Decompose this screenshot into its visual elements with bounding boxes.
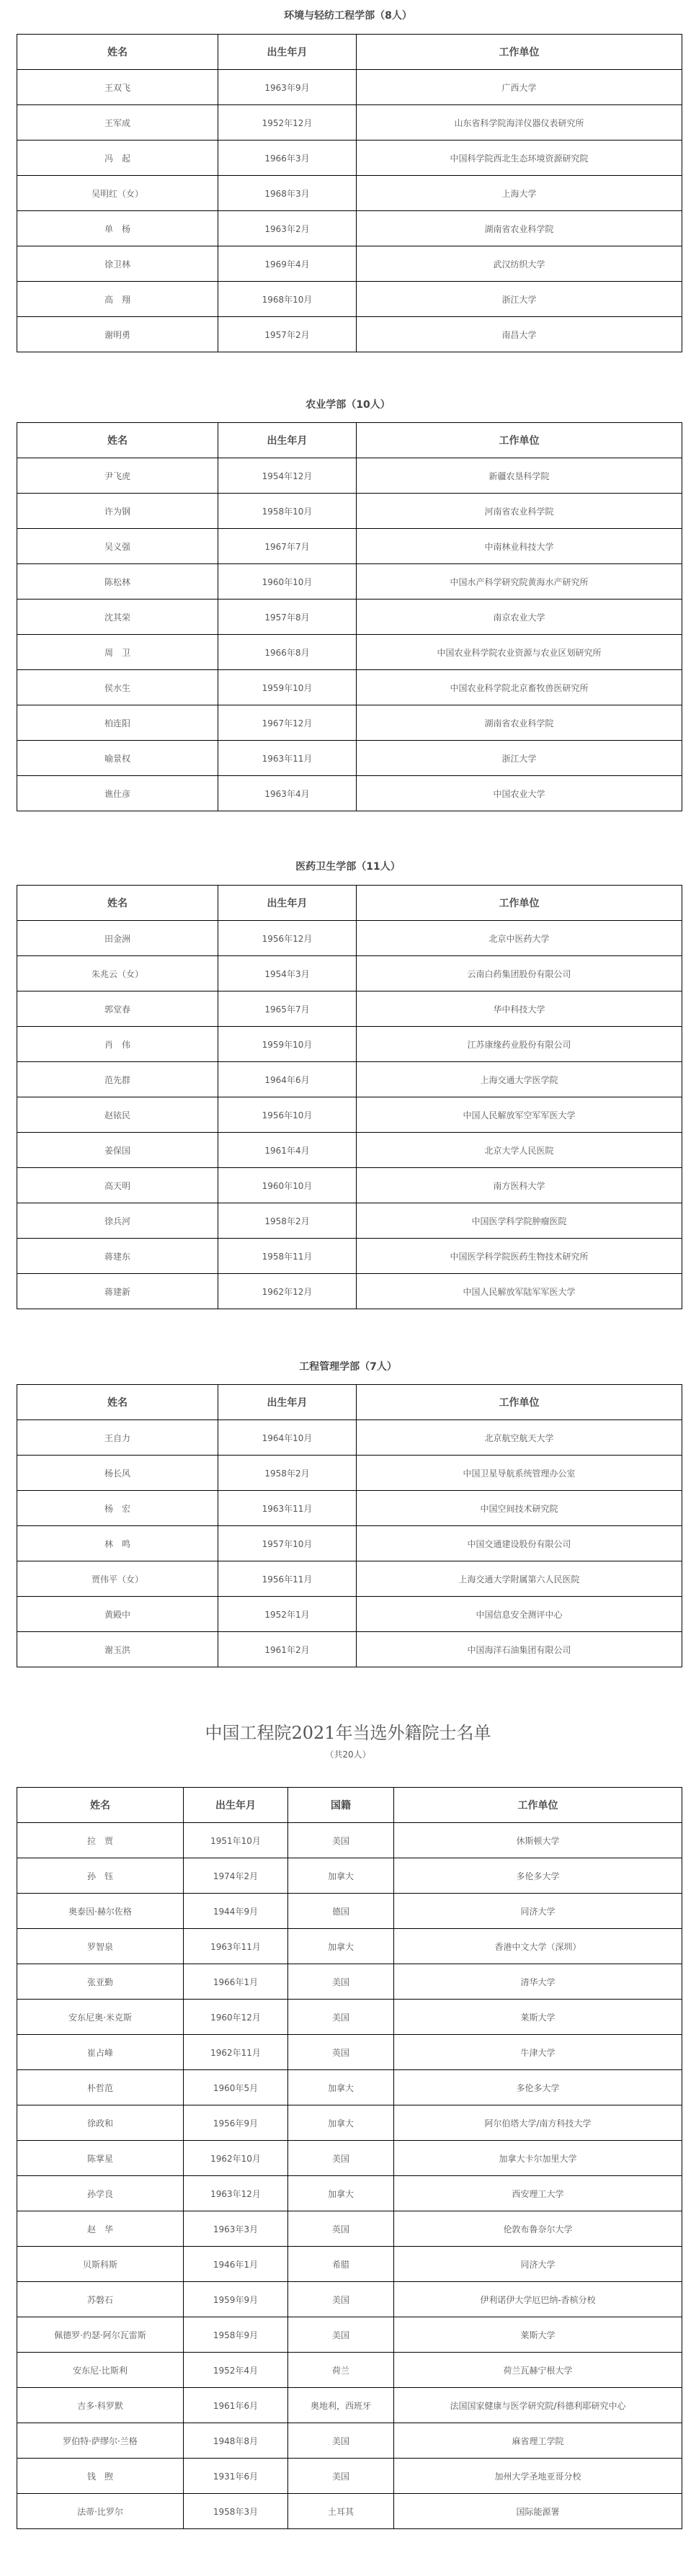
section-title-environment: 环境与轻纺工程学部（8人） (284, 10, 412, 22)
cell-nationality: 加拿大 (288, 2105, 394, 2141)
column-header-birth: 出生年月 (218, 886, 357, 921)
table-row (17, 1097, 682, 1133)
table-row (17, 1858, 682, 1894)
cell-birth: 1966年8月 (218, 635, 357, 670)
cell-birth: 1967年12月 (218, 705, 357, 741)
table-row (17, 1239, 682, 1274)
cell-employer: 山东省科学院海洋仪器仪表研究所 (357, 105, 682, 141)
table-row (17, 2317, 682, 2353)
cell-birth: 1963年11月 (184, 1929, 288, 1964)
table-row (17, 2176, 682, 2211)
table-row (17, 670, 682, 705)
cell-name: 黄殿中 (17, 1597, 218, 1632)
cell-nationality: 美国 (288, 2423, 394, 2459)
cell-nationality: 美国 (288, 2000, 394, 2035)
cell-name: 范先群 (17, 1062, 218, 1097)
cell-employer: 牛津大学 (394, 2035, 682, 2070)
cell-birth: 1958年9月 (184, 2317, 288, 2353)
cell-nationality: 荷兰 (288, 2353, 394, 2388)
cell-name: 徐兵河 (17, 1203, 218, 1239)
cell-employer: 中国水产科学研究院黄海水产研究所 (357, 564, 682, 600)
table-row (17, 1526, 682, 1561)
table-row (17, 494, 682, 529)
cell-nationality: 美国 (288, 2282, 394, 2317)
table-row (17, 2423, 682, 2459)
cell-name: 朴哲范 (17, 2070, 184, 2105)
table-row (17, 1894, 682, 1929)
cell-employer: 中国卫星导航系统管理办公室 (357, 1456, 682, 1491)
cell-employer: 莱斯大学 (394, 2317, 682, 2353)
cell-name: 周 卫 (17, 635, 218, 670)
cell-name: 谢玉洪 (17, 1632, 218, 1667)
cell-birth: 1944年9月 (184, 1894, 288, 1929)
cell-employer: 武汉纺织大学 (357, 246, 682, 282)
column-header-employer: 工作单位 (357, 423, 682, 458)
cell-employer: 法国国家健康与医学研究院/科德利耶研究中心 (394, 2388, 682, 2423)
table-row (17, 458, 682, 494)
cell-nationality: 奥地利，西班牙 (288, 2388, 394, 2423)
column-header-birth: 出生年月 (184, 1788, 288, 1823)
table-row (17, 1027, 682, 1062)
table-row (17, 70, 682, 105)
cell-name: 赵 华 (17, 2211, 184, 2247)
cell-birth: 1969年4月 (218, 246, 357, 282)
cell-nationality: 德国 (288, 1894, 394, 1929)
roster-table-environment (17, 34, 682, 352)
cell-birth: 1954年12月 (218, 458, 357, 494)
cell-name: 蒋建东 (17, 1239, 218, 1274)
cell-birth: 1963年11月 (218, 1491, 357, 1526)
column-header-name: 姓名 (17, 423, 218, 458)
cell-name: 郭堂春 (17, 991, 218, 1027)
section-title-agriculture: 农业学部（10人） (305, 399, 391, 411)
cell-birth: 1931年6月 (184, 2459, 288, 2494)
cell-birth: 1960年10月 (218, 564, 357, 600)
cell-birth: 1957年10月 (218, 1526, 357, 1561)
cell-name: 侯水生 (17, 670, 218, 705)
cell-nationality: 美国 (288, 2459, 394, 2494)
cell-birth: 1958年10月 (218, 494, 357, 529)
table-row (17, 1274, 682, 1309)
cell-nationality: 美国 (288, 1964, 394, 2000)
table-row (17, 2247, 682, 2282)
table-row (17, 141, 682, 176)
roster-table-agriculture (17, 422, 682, 811)
cell-employer: 南方医科大学 (357, 1168, 682, 1203)
column-header-employer: 工作单位 (357, 1385, 682, 1420)
table-row (17, 921, 682, 956)
table-row (17, 2494, 682, 2529)
table-row (17, 1561, 682, 1597)
foreign-list-title: 中国工程院2021年当选外籍院士名单 (205, 1723, 491, 1743)
cell-employer: 香港中文大学（深圳） (394, 1929, 682, 1964)
cell-nationality: 土耳其 (288, 2494, 394, 2529)
cell-nationality: 美国 (288, 2141, 394, 2176)
cell-employer: 浙江大学 (357, 282, 682, 317)
cell-birth: 1961年4月 (218, 1133, 357, 1168)
table-row (17, 600, 682, 635)
cell-nationality: 美国 (288, 2317, 394, 2353)
cell-birth: 1962年10月 (184, 2141, 288, 2176)
cell-name: 吴义强 (17, 529, 218, 564)
cell-birth: 1974年2月 (184, 1858, 288, 1894)
table-row (17, 991, 682, 1027)
roster-table-medicine (17, 885, 682, 1309)
table-row (17, 2141, 682, 2176)
cell-name: 王自力 (17, 1420, 218, 1456)
cell-name: 吴明红（女） (17, 176, 218, 211)
cell-name: 柏连阳 (17, 705, 218, 741)
cell-employer: 广西大学 (357, 70, 682, 105)
cell-employer: 中南林业科技大学 (357, 529, 682, 564)
section-title-engineering-management: 工程管理学部（7人） (299, 1361, 397, 1373)
table-header-row (17, 1385, 682, 1420)
cell-employer: 休斯顿大学 (394, 1823, 682, 1858)
cell-employer: 中国交通建设股份有限公司 (357, 1526, 682, 1561)
cell-birth: 1952年4月 (184, 2353, 288, 2388)
cell-birth: 1961年2月 (218, 1632, 357, 1667)
cell-birth: 1956年12月 (218, 921, 357, 956)
cell-birth: 1968年10月 (218, 282, 357, 317)
cell-employer: 中国农业科学院北京畜牧兽医研究所 (357, 670, 682, 705)
cell-employer: 中国农业科学院农业资源与农业区划研究所 (357, 635, 682, 670)
cell-birth: 1963年11月 (218, 741, 357, 776)
table-row (17, 776, 682, 811)
cell-name: 贾伟平（女） (17, 1561, 218, 1597)
cell-name: 杨 宏 (17, 1491, 218, 1526)
cell-birth: 1964年6月 (218, 1062, 357, 1097)
cell-employer: 浙江大学 (357, 741, 682, 776)
cell-employer: 中国海洋石油集团有限公司 (357, 1632, 682, 1667)
cell-employer: 华中科技大学 (357, 991, 682, 1027)
table-row (17, 2353, 682, 2388)
cell-name: 姜保国 (17, 1133, 218, 1168)
cell-nationality: 加拿大 (288, 1929, 394, 1964)
column-header-employer: 工作单位 (357, 886, 682, 921)
cell-name: 孙学良 (17, 2176, 184, 2211)
cell-birth: 1966年3月 (218, 141, 357, 176)
cell-name: 高天明 (17, 1168, 218, 1203)
cell-birth: 1963年2月 (218, 211, 357, 246)
cell-name: 王军成 (17, 105, 218, 141)
cell-employer: 云南白药集团股份有限公司 (357, 956, 682, 991)
cell-employer: 阿尔伯塔大学/南方科技大学 (394, 2105, 682, 2141)
table-row (17, 1597, 682, 1632)
cell-employer: 中国空间技术研究院 (357, 1491, 682, 1526)
cell-employer: 荷兰瓦赫宁根大学 (394, 2353, 682, 2388)
table-row (17, 741, 682, 776)
cell-birth: 1958年2月 (218, 1456, 357, 1491)
table-row (17, 1168, 682, 1203)
table-row (17, 1823, 682, 1858)
cell-birth: 1959年9月 (184, 2282, 288, 2317)
cell-name: 钱 煦 (17, 2459, 184, 2494)
cell-nationality: 英国 (288, 2211, 394, 2247)
table-header-row (17, 886, 682, 921)
cell-employer: 加州大学圣地亚哥分校 (394, 2459, 682, 2494)
roster-table-foreign (17, 1787, 682, 2529)
column-header-name: 姓名 (17, 1385, 218, 1420)
cell-name: 法蒂·比罗尔 (17, 2494, 184, 2529)
table-row (17, 1456, 682, 1491)
table-row (17, 564, 682, 600)
cell-birth: 1959年10月 (218, 1027, 357, 1062)
table-header-row (17, 1788, 682, 1823)
foreign-list-count: （共20人） (325, 1750, 371, 1760)
column-header-birth: 出生年月 (218, 35, 357, 70)
cell-birth: 1956年9月 (184, 2105, 288, 2141)
column-header-birth: 出生年月 (218, 423, 357, 458)
column-header-name: 姓名 (17, 886, 218, 921)
cell-employer: 中国医学科学院医药生物技术研究所 (357, 1239, 682, 1274)
table-row (17, 211, 682, 246)
table-row (17, 2105, 682, 2141)
table-row (17, 105, 682, 141)
cell-name: 赵铱民 (17, 1097, 218, 1133)
cell-employer: 中国信息安全测评中心 (357, 1597, 682, 1632)
cell-nationality: 美国 (288, 1823, 394, 1858)
cell-birth: 1962年12月 (218, 1274, 357, 1309)
cell-employer: 湖南省农业科学院 (357, 705, 682, 741)
cell-name: 林 鸣 (17, 1526, 218, 1561)
cell-employer: 上海交通大学医学院 (357, 1062, 682, 1097)
table-row (17, 2459, 682, 2494)
table-row (17, 317, 682, 352)
cell-name: 张亚勤 (17, 1964, 184, 2000)
table-row (17, 2000, 682, 2035)
cell-name: 喻景权 (17, 741, 218, 776)
cell-employer: 南昌大学 (357, 317, 682, 352)
cell-birth: 1946年1月 (184, 2247, 288, 2282)
table-row (17, 246, 682, 282)
cell-birth: 1968年3月 (218, 176, 357, 211)
column-header-name: 姓名 (17, 35, 218, 70)
cell-name: 苏磐石 (17, 2282, 184, 2317)
column-header-birth: 出生年月 (218, 1385, 357, 1420)
cell-birth: 1962年11月 (184, 2035, 288, 2070)
cell-name: 陈松林 (17, 564, 218, 600)
column-header-nationality: 国籍 (288, 1788, 394, 1823)
table-row (17, 1632, 682, 1667)
cell-name: 冯 起 (17, 141, 218, 176)
cell-employer: 同济大学 (394, 1894, 682, 1929)
cell-birth: 1958年11月 (218, 1239, 357, 1274)
cell-employer: 伦敦布鲁奈尔大学 (394, 2211, 682, 2247)
table-row (17, 1203, 682, 1239)
cell-employer: 上海大学 (357, 176, 682, 211)
cell-nationality: 希腊 (288, 2247, 394, 2282)
cell-name: 贝斯科斯 (17, 2247, 184, 2282)
table-row (17, 2035, 682, 2070)
table-row (17, 2070, 682, 2105)
table-row (17, 1964, 682, 2000)
cell-name: 沈其荣 (17, 600, 218, 635)
roster-table-engineering-management (17, 1384, 682, 1667)
cell-birth: 1966年1月 (184, 1964, 288, 2000)
cell-employer: 中国人民解放军空军军医大学 (357, 1097, 682, 1133)
cell-birth: 1958年3月 (184, 2494, 288, 2529)
table-row (17, 1420, 682, 1456)
cell-employer: 中国医学科学院肿瘤医院 (357, 1203, 682, 1239)
cell-birth: 1956年11月 (218, 1561, 357, 1597)
cell-name: 肖 伟 (17, 1027, 218, 1062)
cell-name: 罗智泉 (17, 1929, 184, 1964)
cell-birth: 1963年3月 (184, 2211, 288, 2247)
table-row (17, 705, 682, 741)
cell-birth: 1960年12月 (184, 2000, 288, 2035)
cell-birth: 1963年9月 (218, 70, 357, 105)
cell-nationality: 加拿大 (288, 1858, 394, 1894)
table-row (17, 1929, 682, 1964)
cell-name: 奥泰因·赫尔佐格 (17, 1894, 184, 1929)
cell-name: 杨长风 (17, 1456, 218, 1491)
cell-name: 陈掌星 (17, 2141, 184, 2176)
cell-name: 谢明勇 (17, 317, 218, 352)
cell-employer: 上海交通大学附属第六人民医院 (357, 1561, 682, 1597)
cell-name: 高 翔 (17, 282, 218, 317)
cell-birth: 1967年7月 (218, 529, 357, 564)
cell-name: 安东尼·比斯利 (17, 2353, 184, 2388)
cell-employer: 同济大学 (394, 2247, 682, 2282)
section-title-medicine: 医药卫生学部（11人） (295, 861, 401, 873)
cell-name: 蒋建新 (17, 1274, 218, 1309)
cell-birth: 1956年10月 (218, 1097, 357, 1133)
table-row (17, 1491, 682, 1526)
column-header-employer: 工作单位 (357, 35, 682, 70)
cell-birth: 1964年10月 (218, 1420, 357, 1456)
table-row (17, 2388, 682, 2423)
cell-employer: 北京大学人民医院 (357, 1133, 682, 1168)
cell-employer: 多伦多大学 (394, 2070, 682, 2105)
table-row (17, 2211, 682, 2247)
table-row (17, 2282, 682, 2317)
cell-birth: 1965年7月 (218, 991, 357, 1027)
cell-name: 吉多·科罗默 (17, 2388, 184, 2423)
cell-employer: 加拿大卡尔加里大学 (394, 2141, 682, 2176)
cell-name: 王双飞 (17, 70, 218, 105)
cell-birth: 1958年2月 (218, 1203, 357, 1239)
cell-name: 谯仕彦 (17, 776, 218, 811)
cell-name: 尹飞虎 (17, 458, 218, 494)
cell-name: 许为钢 (17, 494, 218, 529)
cell-name: 佩德罗·约瑟·阿尔瓦雷斯 (17, 2317, 184, 2353)
cell-employer: 新疆农垦科学院 (357, 458, 682, 494)
cell-employer: 多伦多大学 (394, 1858, 682, 1894)
cell-employer: 中国农业大学 (357, 776, 682, 811)
cell-name: 拉 贾 (17, 1823, 184, 1858)
cell-name: 徐政和 (17, 2105, 184, 2141)
cell-birth: 1952年12月 (218, 105, 357, 141)
cell-employer: 莱斯大学 (394, 2000, 682, 2035)
cell-birth: 1957年2月 (218, 317, 357, 352)
cell-birth: 1951年10月 (184, 1823, 288, 1858)
cell-nationality: 加拿大 (288, 2176, 394, 2211)
cell-employer: 北京航空航天大学 (357, 1420, 682, 1456)
cell-birth: 1954年3月 (218, 956, 357, 991)
table-header-row (17, 423, 682, 458)
cell-employer: 伊利诺伊大学厄巴纳-香槟分校 (394, 2282, 682, 2317)
table-row (17, 529, 682, 564)
table-row (17, 282, 682, 317)
cell-nationality: 加拿大 (288, 2070, 394, 2105)
cell-birth: 1963年4月 (218, 776, 357, 811)
table-row (17, 176, 682, 211)
cell-name: 单 杨 (17, 211, 218, 246)
cell-name: 朱兆云（女） (17, 956, 218, 991)
cell-birth: 1948年8月 (184, 2423, 288, 2459)
cell-nationality: 英国 (288, 2035, 394, 2070)
table-row (17, 635, 682, 670)
cell-birth: 1959年10月 (218, 670, 357, 705)
cell-employer: 南京农业大学 (357, 600, 682, 635)
cell-name: 田金洲 (17, 921, 218, 956)
cell-employer: 麻省理工学院 (394, 2423, 682, 2459)
cell-birth: 1961年6月 (184, 2388, 288, 2423)
cell-employer: 中国科学院西北生态环境资源研究院 (357, 141, 682, 176)
cell-birth: 1952年1月 (218, 1597, 357, 1632)
cell-birth: 1960年10月 (218, 1168, 357, 1203)
column-header-name: 姓名 (17, 1788, 184, 1823)
cell-name: 崔占峰 (17, 2035, 184, 2070)
cell-name: 罗伯特·萨缪尔·兰格 (17, 2423, 184, 2459)
cell-birth: 1960年5月 (184, 2070, 288, 2105)
cell-employer: 清华大学 (394, 1964, 682, 2000)
cell-employer: 江苏康缘药业股份有限公司 (357, 1027, 682, 1062)
cell-birth: 1957年8月 (218, 600, 357, 635)
cell-employer: 河南省农业科学院 (357, 494, 682, 529)
table-header-row (17, 35, 682, 70)
cell-name: 安东尼奥·米克斯 (17, 2000, 184, 2035)
column-header-employer: 工作单位 (394, 1788, 682, 1823)
cell-name: 孙 钰 (17, 1858, 184, 1894)
cell-employer: 国际能源署 (394, 2494, 682, 2529)
cell-employer: 中国人民解放军陆军军医大学 (357, 1274, 682, 1309)
cell-birth: 1963年12月 (184, 2176, 288, 2211)
table-row (17, 956, 682, 991)
cell-employer: 湖南省农业科学院 (357, 211, 682, 246)
cell-name: 徐卫林 (17, 246, 218, 282)
cell-employer: 北京中医药大学 (357, 921, 682, 956)
table-row (17, 1133, 682, 1168)
cell-employer: 西安理工大学 (394, 2176, 682, 2211)
table-row (17, 1062, 682, 1097)
